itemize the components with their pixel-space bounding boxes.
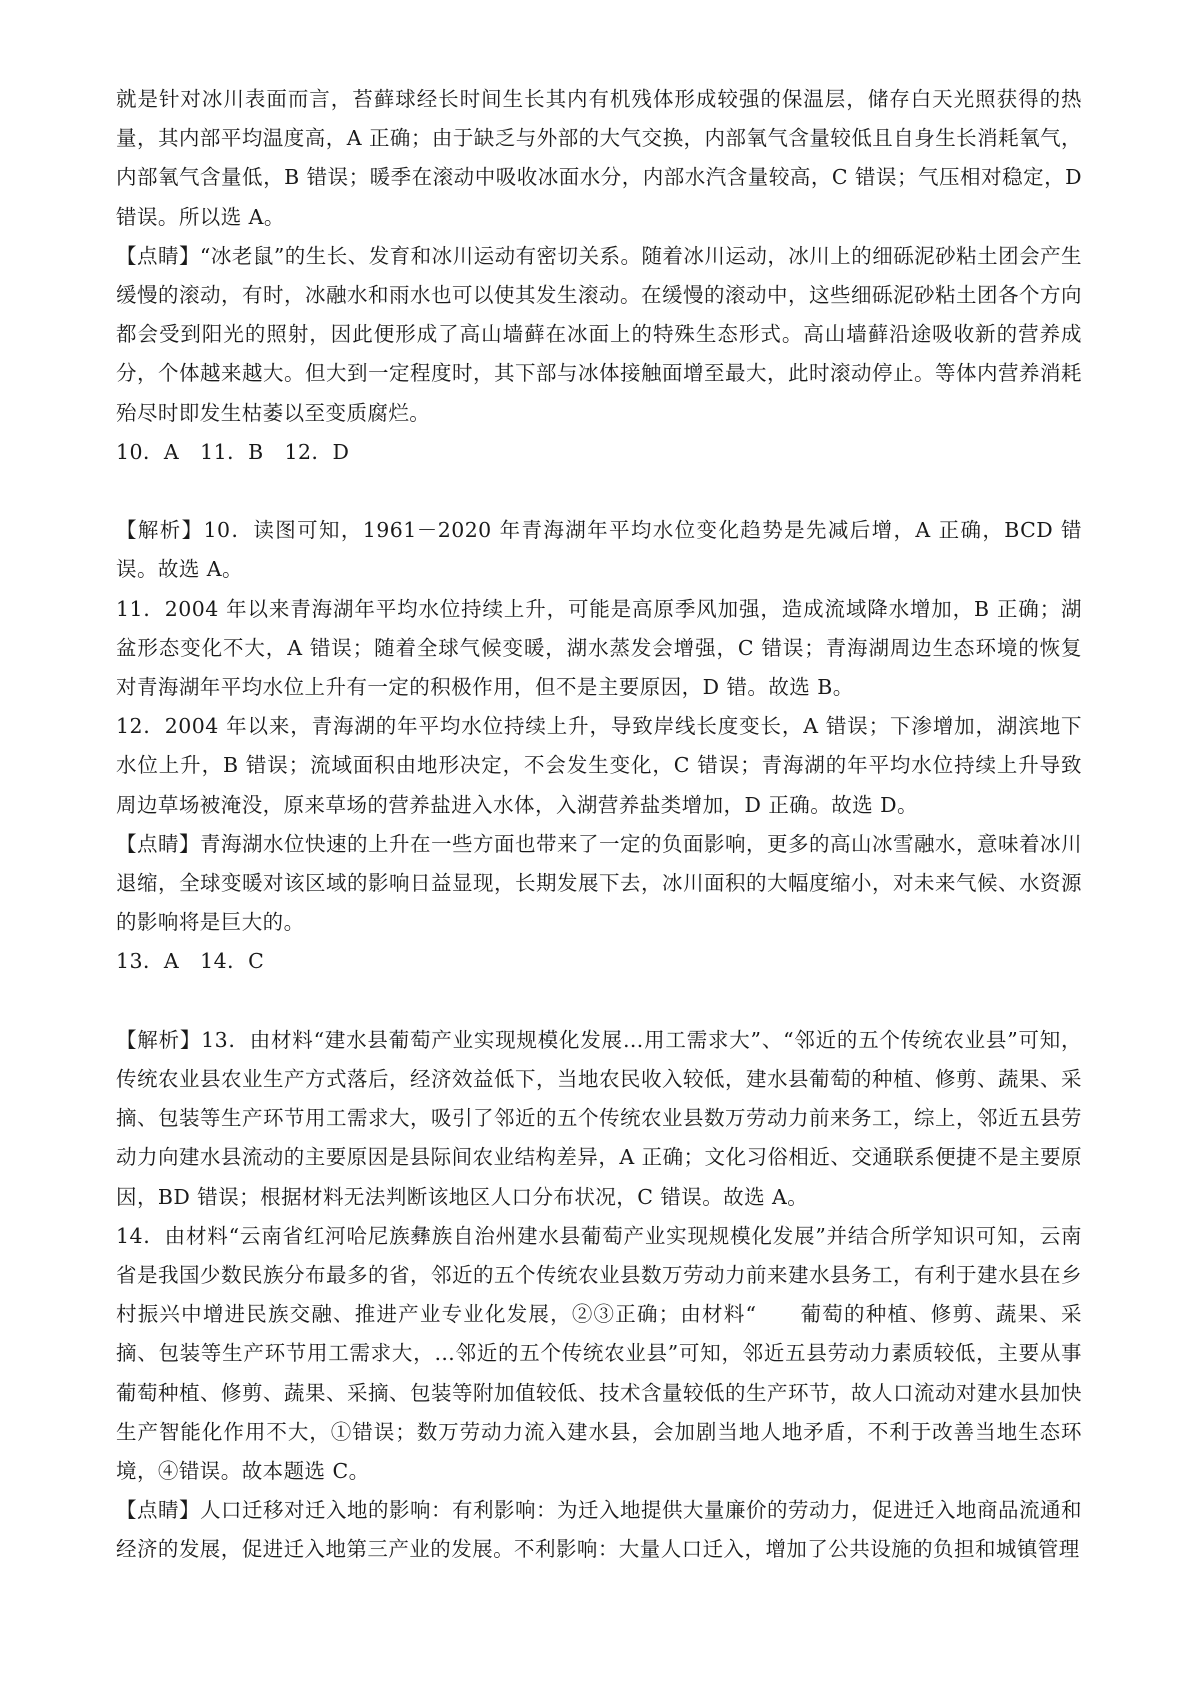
paragraph-note-migration: 【点睛】人口迁移对迁入地的影响：有利影响：为迁入地提供大量廉价的劳动力，促进迁入地商品流通和经济的发展，促进迁入地第三产业的发展。不利影响：大量人口迁入，增加了公共设施的负担和城镇管理	[116, 1498, 1082, 1562]
answers-13-14: 13．A 14．C	[116, 949, 265, 974]
paragraph-analysis-13: 【解析】13．由材料“建水县葡萄产业实现规模化发展…用工需求大”、“邻近的五个传统农业县”可知，传统农业县农业生产方式落后，经济效益低下，当地农民收入较低，建水县葡萄的种植、修剪、蔬果、采摘、包装等生产环节用工需求大，吸引了邻近的五个传统农业县数万劳动力前来务工，综上，邻近五县劳动力向建水县流动的主要原因是县际间农业结构差异，A 正确；文化习俗相近、交通联系便捷不是主要原因，BD 错误；根据材料无法判断该地区人口分布状况，C 错误。故选 A。	[116, 1027, 1082, 1209]
spacer	[116, 472, 1082, 511]
paragraph-analysis-12: 12．2004 年以来，青海湖的年平均水位持续上升，导致岸线长度变长，A 错误；下渗增加，湖滨地下水位上升，B 错误；流域面积由地形决定，不会发生变化，C 错误；青海湖的年平均水位持续上升导致周边草场被淹没，原来草场的营养盐进入水体，入湖营养盐类增加，D 正确。故选 D。	[116, 714, 1082, 817]
paragraph-note-qinghai-lake: 【点睛】青海湖水位快速的上升在一些方面也带来了一定的负面影响，更多的高山冰雪融水，意味着冰川退缩，全球变暖对该区域的影响日益显现，长期发展下去，冰川面积的大幅度缩小，对未来气候、水资源的影响将是巨大的。	[116, 831, 1082, 935]
paragraph-analysis-14: 14．由材料“云南省红河哈尼族彝族自治州建水县葡萄产业实现规模化发展”并结合所学知识可知，云南省是我国少数民族分布最多的省，邻近的五个传统农业县数万劳动力前来建水县务工，有利于建水县在乡村振兴中增进民族交融、推进产业专业化发展，②③正确；由材料“ 葡萄的种植、修剪、蔬果、采摘、包装等生产环节用工需求大，…邻近的五个传统农业县”可知，邻近五县劳动力素质较低，主要从事葡萄种植、修剪、蔬果、采摘、包装等附加值较低、技术含量较低的生产环节，故人口流动对建水县加快生产智能化作用不大，①错误；数万劳动力流入建水县，会加剧当地人地矛盾，不利于改善当地生态环境，④错误。故本题选 C。	[116, 1223, 1082, 1484]
answers-10-12: 10．A 11．B 12．D	[116, 439, 350, 464]
paragraph-analysis-10: 【解析】10．读图可知，1961－2020 年青海湖年平均水位变化趋势是先减后增，A 正确，BCD 错误。故选 A。	[116, 518, 1082, 582]
paragraph-analysis-11: 11．2004 年以来青海湖年平均水位持续上升，可能是高原季风加强，造成流域降水增加，B 正确；湖盆形态变化不大，A 错误；随着全球气候变暖，湖水蒸发会增强，C 错误；青海湖周边生态环境的恢复对青海湖年平均水位上升有一定的积极作用，但不是主要原因，D 错。故选 B。	[116, 596, 1082, 700]
document-page	[116, 80, 1082, 1570]
spacer	[116, 982, 1082, 1021]
paragraph-note-ice-mouse: 【点睛】“冰老鼠”的生长、发育和冰川运动有密切关系。随着冰川运动，冰川上的细砾泥砂粘土团会产生缓慢的滚动，有时，冰融水和雨水也可以使其发生滚动。在缓慢的滚动中，这些细砾泥砂粘土团各个方向都会受到阳光的照射，因此便形成了高山墙藓在冰面上的特殊生态形式。高山墙藓沿途吸收新的营养成分，个体越来越大。但大到一定程度时，其下部与冰体接触面增至最大，此时滚动停止。等体内营养消耗殆尽时即发生枯萎以至变质腐烂。	[116, 243, 1082, 425]
paragraph-answer-analysis-9: 就是针对冰川表面而言，苔藓球经长时间生长其内有机残体形成较强的保温层，储存白天光照获得的热量，其内部平均温度高，A 正确；由于缺乏与外部的大气交换，内部氧气含量较低且自身生长消耗氧气，内部氧气含量低，B 错误；暖季在滚动中吸收冰面水分，内部水汽含量较高，C 错误；气压相对稳定，D 错误。所以选 A。	[116, 87, 1082, 229]
